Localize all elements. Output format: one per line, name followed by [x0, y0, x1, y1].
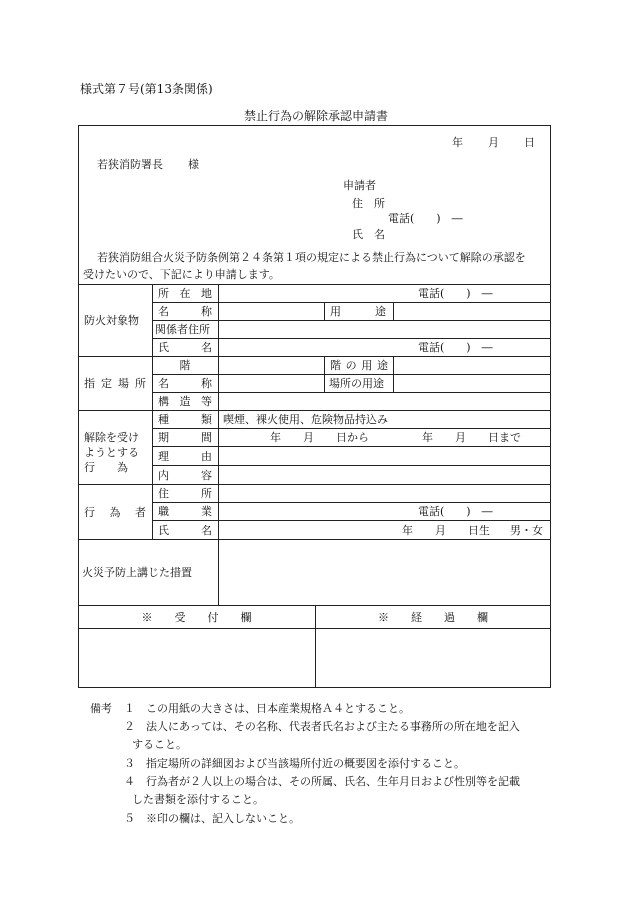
divider: [152, 284, 153, 539]
note-item: すること。: [132, 738, 187, 751]
divider: [218, 284, 219, 605]
document-title: 禁止行為の解除承認申請書: [244, 109, 389, 123]
owner-phone: 電話( ) ―: [418, 341, 493, 354]
divider: [393, 356, 394, 392]
actor-gender: 男・女: [510, 523, 543, 537]
floor-use-label: 階 の 用 途: [330, 359, 388, 372]
date-month: 月: [488, 136, 499, 149]
actor-heading: 行 為 者: [84, 505, 146, 519]
kind-value: 喫煙、裸火使用、危険物品持込み: [223, 413, 388, 426]
progress-column-label: ※ 経 過 欄: [378, 610, 488, 624]
fire-target-heading: 防火対象物: [84, 314, 139, 327]
applicant-phone: 電話( ) ―: [388, 212, 463, 225]
divider: [393, 302, 394, 320]
period-to: 年 月 日まで: [422, 431, 521, 444]
note-item: ５ ※印の欄は、記入しないこと。: [124, 812, 300, 825]
addressee-suffix: 様: [188, 158, 199, 171]
owner-name-label: 氏 名: [158, 341, 212, 354]
divider: [78, 484, 551, 485]
place-use-label: 場所の用途: [329, 377, 384, 390]
date-day: 日: [524, 136, 535, 149]
notes-label: 備考: [90, 702, 112, 715]
place-name-label: 名 称: [158, 377, 212, 390]
actor-birth: 年 月 日生: [402, 523, 490, 537]
location-label: 所 在 地: [158, 287, 212, 300]
actor-address-label: 住 所: [158, 487, 212, 500]
act-heading-2: ようとする: [84, 446, 139, 459]
use-label: 用 途: [330, 305, 386, 318]
applicant-label: 申請者: [343, 179, 376, 192]
owner-address-label: 関係者住所: [155, 323, 210, 336]
actor-phone: 電話( ) ―: [418, 505, 493, 518]
note-item: ４ 行為者が２人以上の場合は、その所属、氏名、生年月日および性別等を記載: [124, 775, 520, 788]
structure-label: 構 造 等: [158, 395, 212, 408]
target-name-label: 名 称: [158, 305, 212, 318]
note-item: ３ 指定場所の詳細図および当該場所付近の概要図を添付すること。: [124, 757, 465, 770]
period-label: 期 間: [158, 431, 212, 444]
location-phone: 電話( ) ―: [418, 287, 493, 300]
note-item: した書類を添付すること。: [132, 793, 264, 806]
form-number: 様式第７号(第13条関係): [80, 82, 213, 96]
date-year: 年: [452, 136, 463, 149]
addressee: 若狭消防署長: [97, 158, 163, 171]
kind-label: 種 類: [158, 413, 212, 426]
actor-name-label: 氏 名: [158, 523, 212, 537]
note-item: １ この用紙の大きさは、日本産業規格Ａ４とすること。: [124, 702, 410, 715]
applicant-name-label: 氏 名: [352, 228, 385, 241]
act-heading-3: 行 為: [84, 461, 128, 474]
note-item: ２ 法人にあっては、その名称、代表者氏名および主たる事務所の所在地を記入: [124, 720, 520, 733]
divider: [78, 356, 551, 357]
floor-label: 階: [179, 359, 191, 372]
actor-job-label: 職 業: [158, 505, 212, 518]
reason-label: 理 由: [158, 449, 212, 463]
applicant-address-label: 住 所: [352, 197, 385, 210]
period-from: 年 月 日から: [270, 431, 369, 444]
place-heading: 指 定 場 所: [84, 377, 146, 390]
act-heading-1: 解除を受け: [84, 431, 139, 444]
measures-label: 火災予防上講じた措置: [82, 566, 192, 579]
divider: [324, 302, 325, 320]
content-label: 内 容: [158, 468, 212, 482]
statement-line-2: 受けたいので、下記により申請します。: [83, 268, 280, 281]
divider: [324, 356, 325, 392]
reception-column-label: ※ 受 付 欄: [141, 610, 252, 624]
statement-line-1: 若狭消防組合火災予防条例第２４条第１項の規定による禁止行為について解除の承認を: [97, 251, 526, 264]
